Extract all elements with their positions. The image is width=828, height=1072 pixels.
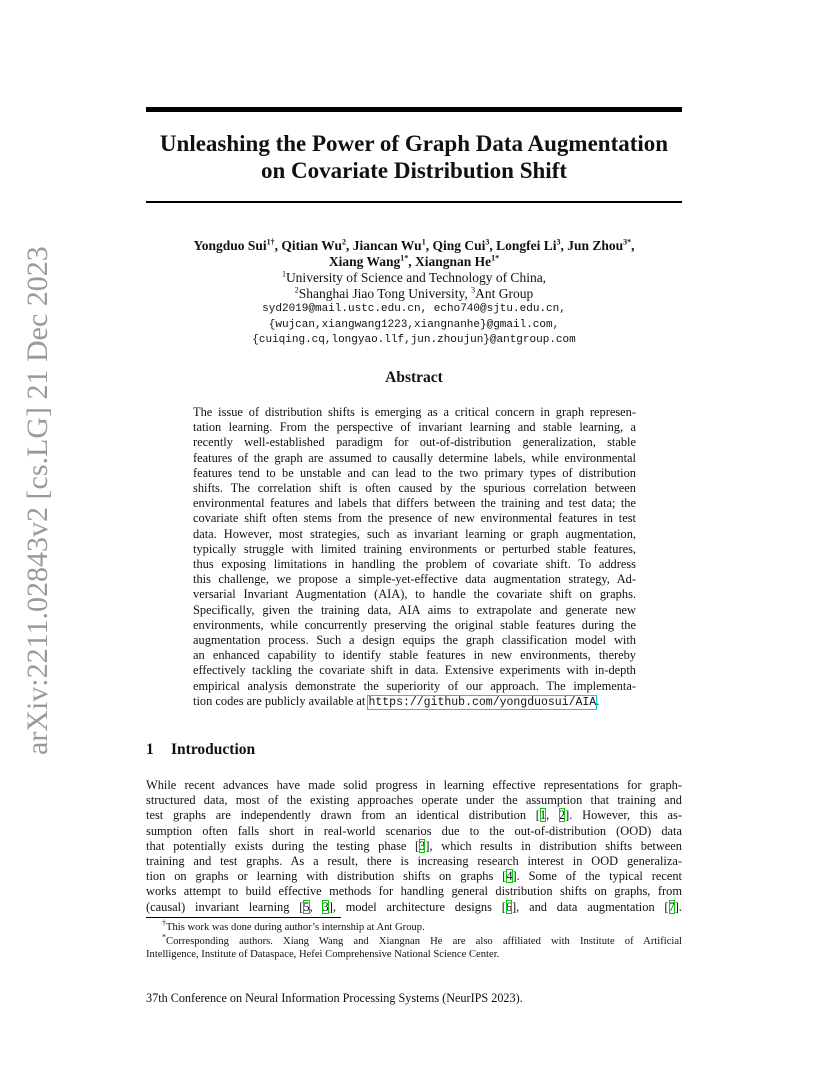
author-block <box>146 238 682 349</box>
body-line <box>146 839 682 854</box>
citation-link[interactable]: 3 <box>419 838 426 853</box>
abstract-line: tation learning. From the perspective of invariant learning and stable learning, a <box>193 420 636 435</box>
body-line <box>146 808 682 823</box>
footnote-line <box>146 931 682 949</box>
body-text-fragment: While recent advances have made solid progress in learning effective representations for graph- <box>146 778 682 792</box>
citation-link[interactable]: 7 <box>668 899 675 914</box>
abstract-line: augmentation process. Such a design equips the graph classification model with <box>193 633 636 648</box>
body-line <box>146 854 682 869</box>
title-bottom-rule <box>146 201 682 203</box>
abstract-line: this challenge, we propose a simple-yet-effective data augmentation strategy, Ad- <box>193 572 636 587</box>
author-name: Xiangnan He <box>415 254 492 269</box>
author-name: Longfei Li <box>496 238 557 253</box>
author-affiliation-mark: 3 <box>556 237 561 247</box>
body-line <box>146 824 682 839</box>
footnote-1 <box>146 918 682 935</box>
abstract-text <box>193 405 636 710</box>
abstract-line: data. However, most strategies, such as invariant learning or graph augmentation, <box>193 526 636 541</box>
body-text-fragment: that potentially exists during the testing phase [ <box>146 838 420 853</box>
title-top-rule <box>146 107 682 112</box>
code-repository-link[interactable]: https://github.com/yongduosui/AIA <box>368 695 597 709</box>
body-text-fragment: sumption often falls short in real-world scenarios due to the out-of-distribution (OOD) data <box>146 823 682 838</box>
author-affiliation-mark: 1* <box>400 253 409 263</box>
citation-link[interactable]: 2 <box>558 808 566 823</box>
footnote-mark: † <box>162 918 166 928</box>
body-text-fragment: structured data, most of the existing approaches operate under the assumption that training and <box>146 793 682 808</box>
body-text-fragment: works attempt to build effective methods for handling general distribution shifts on graphs, from <box>146 884 682 899</box>
abstract-line: shifts. The correlation shift is often caused by the spurious correlation between <box>193 481 636 496</box>
footnote-text: Corresponding authors. Xiang Wang and Xiangnan He are also affiliated with Institute of Artificial <box>166 935 682 947</box>
author-affiliation-mark: 1* <box>491 253 500 263</box>
citation-link[interactable]: 4 <box>506 869 513 884</box>
affiliation-2 <box>146 286 682 302</box>
author-affiliation-mark: 3* <box>623 237 632 247</box>
author-name: Xiang Wang <box>328 254 401 269</box>
author-name: Jun Zhou <box>567 238 624 253</box>
body-line <box>146 884 682 899</box>
abstract-line: thus exposing limitations in handling the problem of covariate shift. To address <box>193 557 636 572</box>
section-number: 1 <box>146 741 154 758</box>
author-names-line-2: Xiang Wang$^{1*}$, Xiangnan $He^{1*}$ <box>328 253 500 269</box>
author-name: Jiancan Wu <box>352 238 422 253</box>
email-line-3: {cuiqing.cq,longyao.llf,jun.zhoujun}@antgroup.com <box>252 334 576 346</box>
abstract-line: empirical analysis demonstrate the superiority of our approach. The implementa- <box>193 678 636 693</box>
body-text-fragment: (causal) invariant learning [ <box>146 899 304 914</box>
abstract-line: environmental features and labels that differs between the training and test data; the <box>193 496 636 511</box>
body-text-fragment: ], and data augmentation [ <box>512 899 669 914</box>
author-name: Qing Cui <box>432 238 486 253</box>
citation-link[interactable]: 1 <box>539 808 547 823</box>
affiliation-mark: 2 <box>294 285 299 295</box>
body-text-fragment: ], model architecture designs [ <box>328 899 506 914</box>
footnote-line: Intelligence, Institute of Dataspace, Hefei Comprehensive National Science Center. <box>146 949 500 960</box>
abstract-line: typically struggle with limited training environments or perturbed stable features, <box>193 541 636 556</box>
author-affiliation-mark: 2 <box>342 237 347 247</box>
affiliation-text: Shanghai Jiao Tong University, <box>298 286 472 301</box>
introduction-text <box>146 778 682 915</box>
body-text-fragment: ]. Some of the typical recent <box>512 869 682 884</box>
citation-link[interactable]: 5 <box>303 899 310 914</box>
abstract-line: The issue of distribution shifts is emerging as a critical concern in graph represen- <box>193 405 636 419</box>
body-text-fragment: ]. However, this as- <box>565 808 682 823</box>
body-text-fragment: test graphs are independently drawn from an identical distribution [ <box>146 808 540 823</box>
author-name: Yongduo Sui <box>193 238 267 253</box>
citation-link[interactable]: 6 <box>505 899 513 914</box>
author-affiliation-mark: 1 <box>421 237 426 247</box>
abstract-line: environments, while concurrently preserving the original stable features during the <box>193 617 636 632</box>
arxiv-identifier: arXiv:2211.02843v2 [cs.LG] 21 Dec 2023 <box>21 246 54 755</box>
email-line-1: syd2019@mail.ustc.edu.cn, echo740@sjtu.edu.cn, <box>262 303 566 315</box>
abstract-line: features of the graph are assumed to causally determine labels, while environmental <box>193 450 636 465</box>
abstract-line: effectively tackling the covariate shift in data. Extensive experiments with in-depth <box>193 663 636 678</box>
affiliation-text: University of Science and Technology of China, <box>285 270 547 285</box>
abstract-line: Specifically, given the training data, AIA aims to extrapolate and generate new <box>193 602 636 617</box>
body-line <box>146 793 682 808</box>
body-line <box>146 869 682 884</box>
body-text-fragment: training and test graphs. As a result, there is increasing research interest in OOD generaliza- <box>146 854 682 869</box>
citation-link[interactable]: 3 <box>322 899 329 914</box>
body-line <box>146 900 682 915</box>
author-affiliation-mark: 1† <box>266 237 275 247</box>
affiliation-text: Ant Group <box>475 286 534 301</box>
paper-title <box>146 130 682 184</box>
footnote-mark: * <box>162 931 166 941</box>
body-text-fragment: tion on graphs or learning with distribution shifts on graphs [ <box>146 869 507 884</box>
body-text-fragment: , <box>309 899 323 914</box>
abstract-line <box>193 694 636 710</box>
footnotes <box>146 918 682 962</box>
abstract-text-fragment: . <box>596 693 600 708</box>
abstract-line: recently well-established paradigm for out-of-distribution generalization, stable <box>193 435 636 450</box>
body-text-fragment: ], which results in distribution shifts between <box>425 838 682 853</box>
body-text-fragment: , <box>546 808 559 823</box>
abstract-heading: Abstract <box>385 369 443 386</box>
abstract-line: covariate shift often stems from the presence of new environmental features in test <box>193 511 636 526</box>
affiliation-mark: 3 <box>471 285 476 295</box>
title-line-2: on Covariate Distribution Shift <box>260 158 568 183</box>
body-text-fragment: ]. <box>674 899 682 914</box>
abstract-line: features tend to be unstable and can lead to the two primary types of distribution <box>193 465 636 480</box>
author-affiliation-mark: 3 <box>485 237 490 247</box>
footnote-text: This work was done during author’s internship at Ant Group. <box>166 922 425 933</box>
email-line-2: {wujcan,xiangwang1223,xiangnanhe}@gmail.com, <box>268 318 560 331</box>
title-line-1: Unleashing the Power of Graph Data Augmentation <box>159 131 669 156</box>
affiliation-mark: 1 <box>281 269 286 279</box>
abstract-text-fragment: tion codes are publicly available at <box>193 693 369 708</box>
abstract-line: an enhanced capability to identify stable features in new environments, thereby <box>193 648 636 663</box>
author-names <box>146 238 682 270</box>
footnote-2 <box>146 931 682 962</box>
author-name: Qitian Wu <box>281 238 343 253</box>
section-title: Introduction <box>171 741 256 758</box>
affiliation-1 <box>146 270 682 286</box>
section-heading-introduction <box>146 741 255 759</box>
abstract-line: versarial Invariant Augmentation (AIA), to handle the covariate shift on graphs. <box>193 587 636 602</box>
author-names-line-1: Yongduo Sui$^{1\dagger}$, Qitian Wu$^2$, Jiancan Wu$^1$, Qing Cui$^3$, Longfei Li$^3$, Jun Zhou$^{3*}$, <box>193 237 635 253</box>
body-line <box>146 778 682 793</box>
footnote-rule <box>146 917 341 918</box>
venue-footer: 37th Conference on Neural Information Processing Systems (NeurIPS 2023). <box>146 991 523 1005</box>
